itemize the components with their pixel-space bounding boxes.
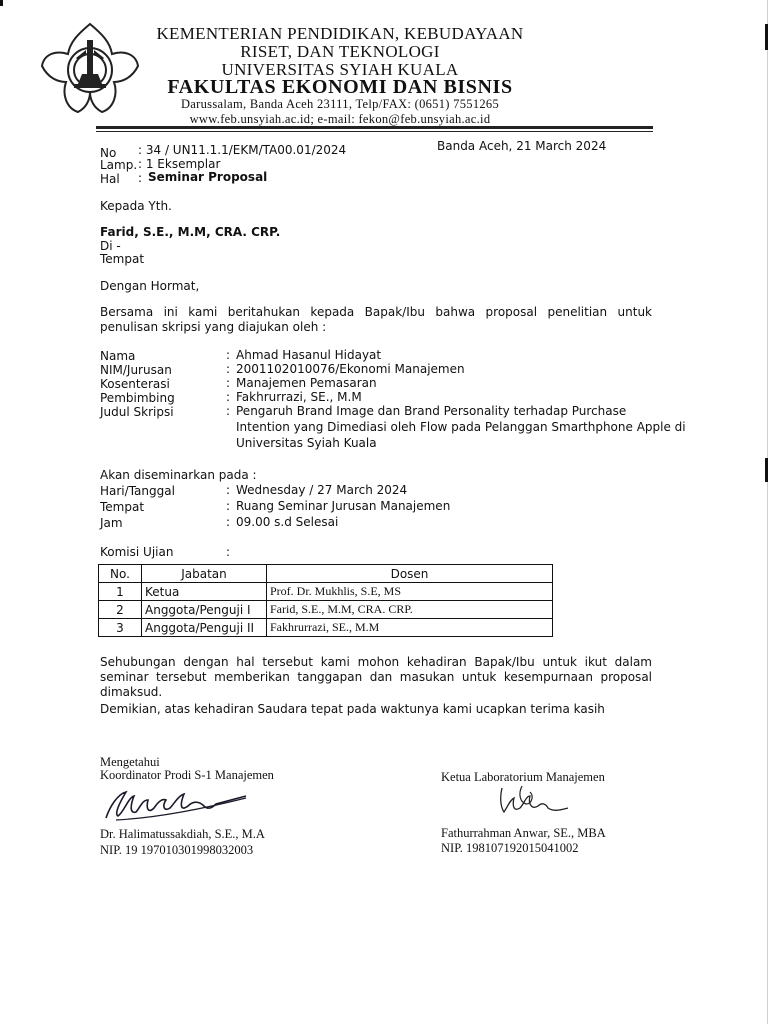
hari-value: Wednesday / 27 March 2024 <box>236 483 408 497</box>
hari-label: Hari/Tanggal <box>100 484 175 498</box>
row-jabatan: Ketua <box>142 583 267 601</box>
table-row <box>99 601 553 619</box>
recipient-name: Farid, S.E., M.M, CRA. CRP. <box>100 225 281 239</box>
nim-value: 2001102010076/Ekonomi Manajemen <box>236 362 465 376</box>
recipient-tempat: Tempat <box>100 252 145 266</box>
left-signer-nip: NIP. 19 197010301998032003 <box>100 843 254 857</box>
thanks-paragraph: Demikian, atas kehadiran Saudara tepat pada waktunya kami ucapkan terima kasih <box>100 702 605 716</box>
letterhead-faculty: FAKULTAS EKONOMI DAN BISNIS <box>167 76 513 98</box>
komisi-colon: : <box>226 545 231 559</box>
nama-label: Nama <box>100 349 136 363</box>
scan-edge-mark <box>0 0 3 6</box>
schedule-intro: Akan diseminarkan pada : <box>100 468 257 482</box>
field-colon: : <box>226 362 231 376</box>
pembimbing-label: Pembimbing <box>100 391 175 405</box>
no-label: No <box>100 146 117 160</box>
judul-line-1: Pengaruh Brand Image dan Brand Personality terhadap Purchase <box>236 404 627 418</box>
nama-value: Ahmad Hasanul Hidayat <box>236 348 382 362</box>
header-dosen: Dosen <box>267 565 553 583</box>
jam-value: 09.00 s.d Selesai <box>236 515 339 529</box>
konsentrasi-label: Kosenterasi <box>100 377 170 391</box>
greeting-to: Kepada Yth. <box>100 199 172 213</box>
right-signer-name: Fathurrahman Anwar, SE., MBA <box>441 826 606 840</box>
field-colon: : <box>226 483 231 497</box>
letterhead-ministry: KEMENTERIAN PENDIDIKAN, KEBUDAYAAN <box>156 24 524 43</box>
judul-line-3: Universitas Syiah Kuala <box>236 436 377 450</box>
left-signer-name: Dr. Halimatussakdiah, S.E., M.A <box>100 827 265 841</box>
university-logo-icon <box>40 20 140 116</box>
letterhead-rule <box>96 126 653 129</box>
table-row <box>99 619 553 637</box>
lamp-value: : 1 Eksemplar <box>138 157 221 171</box>
komisi-table <box>98 564 553 637</box>
nim-label: NIM/Jurusan <box>100 363 172 377</box>
left-header-2: Koordinator Prodi S-1 Manajemen <box>100 768 274 782</box>
row-no: 1 <box>99 583 142 601</box>
right-signer-nip: NIP. 198107192015041002 <box>441 841 579 855</box>
judul-line-2: Intention yang Dimediasi oleh Flow pada Pelanggan Smarthphone Apple di <box>236 420 686 434</box>
row-dosen: Fakhrurrazi, SE., M.M <box>267 619 553 637</box>
row-jabatan: Anggota/Penguji II <box>142 619 267 637</box>
hal-value: Seminar Proposal <box>148 170 268 184</box>
field-colon: : <box>226 515 231 529</box>
lamp-label: Lamp. <box>100 158 138 172</box>
header-jabatan: Jabatan <box>142 565 267 583</box>
judul-label: Judul Skripsi <box>100 405 174 419</box>
right-signature-icon <box>488 782 578 826</box>
closing-paragraph: Sehubungan dengan hal tersebut kami mohon kehadiran Bapak/Ibu untuk ikut dalam seminar tersebut memberikan tanggapan dan masukan untuk kesempurnaan proposal dimaksud. <box>100 655 652 699</box>
field-colon: : <box>226 404 231 418</box>
row-no: 3 <box>99 619 142 637</box>
letterhead-web: www.feb.unsyiah.ac.id; e-mail: fekon@feb.unsyiah.ac.id <box>189 112 491 126</box>
tempat-label: Tempat <box>100 500 145 514</box>
right-header: Ketua Laboratorium Manajemen <box>441 770 605 784</box>
row-dosen: Prof. Dr. Mukhlis, S.E, MS <box>267 583 553 601</box>
konsentrasi-value: Manajemen Pemasaran <box>236 376 377 390</box>
salutation: Dengan Hormat, <box>100 279 200 293</box>
intro-paragraph: Bersama ini kami beritahukan kepada Bapak/Ibu bahwa proposal penelitian untuk penulisan skripsi yang diajukan oleh : <box>100 305 652 334</box>
field-colon: : <box>226 348 231 362</box>
row-dosen: Farid, S.E., M.M, CRA. CRP. <box>267 601 553 619</box>
field-colon: : <box>226 499 231 513</box>
hal-colon: : <box>138 171 143 185</box>
hal-label: Hal <box>100 172 120 186</box>
pembimbing-value: Fakhrurrazi, SE., M.M <box>236 390 362 404</box>
letterhead-ministry-2: RISET, DAN TEKNOLOGI <box>240 42 440 61</box>
table-header-row <box>99 565 553 583</box>
table-row <box>99 583 553 601</box>
letterhead-address: Darussalam, Banda Aceh 23111, Telp/FAX: (0651) 7551265 <box>180 97 500 111</box>
letterhead-university: UNIVERSITAS SYIAH KUALA <box>221 60 459 79</box>
left-signature-icon <box>96 786 256 828</box>
komisi-label: Komisi Ujian <box>100 545 174 559</box>
field-colon: : <box>226 390 231 404</box>
letterhead-rule-thin <box>96 131 653 132</box>
left-header-1: Mengetahui <box>100 755 160 769</box>
no-value: : 34 / UN11.1.1/EKM/TA00.01/2024 <box>138 143 347 157</box>
jam-label: Jam <box>100 516 123 530</box>
row-no: 2 <box>99 601 142 619</box>
row-jabatan: Anggota/Penguji I <box>142 601 267 619</box>
field-colon: : <box>226 376 231 390</box>
recipient-di: Di - <box>100 239 121 253</box>
header-no: No. <box>99 565 142 583</box>
tempat-value: Ruang Seminar Jurusan Manajemen <box>236 499 451 513</box>
place-date: Banda Aceh, 21 March 2024 <box>437 139 607 153</box>
